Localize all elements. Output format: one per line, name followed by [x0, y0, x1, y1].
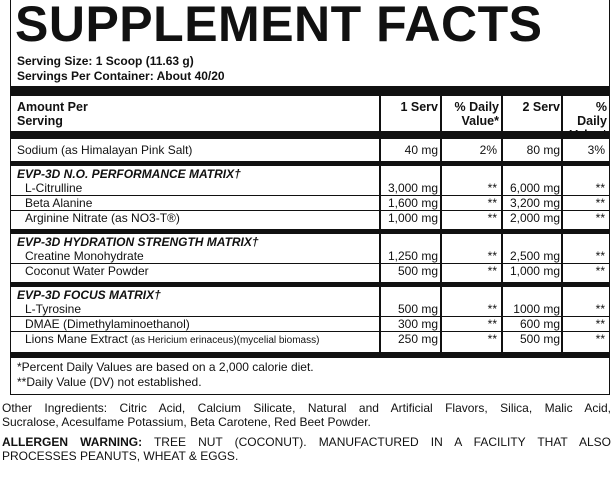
other-ingredients [2, 401, 611, 429]
serv2-value: 2,000 mg [509, 211, 560, 225]
dv2-value: ** [595, 181, 605, 195]
header-dv1 [441, 100, 499, 128]
serv2-value: 1000 mg [513, 302, 560, 316]
header-serv1-label: 1 Serv [400, 100, 438, 114]
header-amount-line1: Amount Per [17, 100, 88, 114]
serv2-value: 1,000 mg [509, 264, 560, 278]
supplement-facts-panel [10, 0, 610, 395]
dv1-value: 2% [479, 143, 497, 157]
dv2-value: 3% [587, 143, 605, 157]
serv1-value: 3,000 mg [387, 181, 438, 195]
header-serv2-label: 2 Serv [522, 100, 560, 114]
ingredient-name: Coconut Water Powder [25, 264, 149, 278]
serv2-value: 6,000 mg [509, 181, 560, 195]
dv2-value: ** [595, 211, 605, 225]
column-divider [561, 96, 563, 352]
section-title-hydration: EVP-3D HYDRATION STRENGTH MATRIX† [17, 235, 259, 249]
dv1-value: ** [487, 264, 497, 278]
serv1-value: 300 mg [397, 317, 438, 331]
dv2-value: ** [595, 332, 605, 346]
dv1-value: ** [487, 196, 497, 210]
section-title-performance: EVP-3D N.O. PERFORMANCE MATRIX† [17, 167, 241, 181]
thick-divider [11, 86, 609, 96]
footer-divider [11, 352, 609, 358]
table-row [11, 317, 609, 331]
dv1-value: ** [487, 317, 497, 331]
header-divider [11, 131, 609, 139]
table-row [11, 332, 609, 346]
section-divider [11, 229, 609, 234]
ingredient-name-source: (as Hericium erinaceus)(mycelial biomass) [131, 335, 320, 346]
table-row [11, 249, 609, 263]
allergen-line1 [2, 435, 611, 449]
header-serv2 [503, 100, 560, 114]
dv2-value: ** [595, 196, 605, 210]
ingredient-name-main: Lions Mane Extract [25, 332, 128, 346]
other-ingredients-line1: Other Ingredients: Citric Acid, Calcium Silicate, Natural and Artificial Flavors, Silica, Malic Acid, [2, 401, 611, 415]
serv1-value: 40 mg [404, 143, 438, 157]
ingredient-name: Beta Alanine [25, 196, 93, 210]
allergen-line2: PROCESSES PEANUTS, WHEAT & EGGS. [2, 449, 239, 463]
dv1-value: ** [487, 249, 497, 263]
dv1-value: ** [487, 332, 497, 346]
dv2-value: ** [595, 264, 605, 278]
ingredient-name: DMAE (Dimethylaminoethanol) [25, 317, 190, 331]
header-serv1 [391, 100, 438, 114]
footnote-percent-dv: *Percent Daily Values are based on a 2,000 calorie diet. [17, 360, 314, 374]
footnote-dv-not-established: **Daily Value (DV) not established. [17, 375, 202, 389]
serv1-value: 1,000 mg [387, 211, 438, 225]
ingredient-name [25, 332, 319, 348]
table-row-sodium [11, 143, 609, 157]
allergen-line1-text: TREE NUT (COCONUT). MANUFACTURED IN A FACILITY THAT ALSO [142, 435, 611, 449]
serv1-value: 500 mg [397, 264, 438, 278]
section-divider [11, 282, 609, 287]
serv2-value: 80 mg [526, 143, 560, 157]
ingredient-name: L-Tyrosine [25, 302, 82, 316]
dv1-value: ** [487, 211, 497, 225]
serving-size: Serving Size: 1 Scoop (11.63 g) [17, 54, 194, 68]
section-divider [11, 161, 609, 166]
dv2-value: ** [595, 317, 605, 331]
table-row [11, 302, 609, 316]
header-dv1-line1: % Daily [454, 100, 499, 114]
dv1-value: ** [487, 181, 497, 195]
serv2-value: 600 mg [519, 317, 560, 331]
header-dv2-line1: % Daily [577, 100, 607, 128]
dv2-value: ** [595, 249, 605, 263]
table-row [11, 196, 609, 210]
section-title-focus: EVP-3D FOCUS MATRIX† [17, 288, 161, 302]
allergen-label: ALLERGEN WARNING: [2, 435, 143, 449]
ingredient-name: Creatine Monohydrate [25, 249, 144, 263]
serv2-value: 2,500 mg [509, 249, 560, 263]
ingredient-name: Arginine Nitrate (as NO3-T®) [25, 211, 180, 225]
dv2-value: ** [595, 302, 605, 316]
serv1-value: 1,250 mg [387, 249, 438, 263]
dv1-value: ** [487, 302, 497, 316]
serv2-value: 500 mg [519, 332, 560, 346]
serving-info [17, 54, 225, 84]
serv2-value: 3,200 mg [509, 196, 560, 210]
allergen-warning [2, 435, 611, 463]
servings-per-container: Servings Per Container: About 40/20 [17, 69, 225, 83]
other-ingredients-line2: Sucralose, Acesulfame Potassium, Beta Carotene, Red Beet Powder. [2, 415, 371, 429]
table-row [11, 181, 609, 195]
header-dv1-line2: Value* [461, 114, 499, 128]
serv1-value: 250 mg [397, 332, 438, 346]
column-divider [440, 96, 442, 352]
header-amount-line2: Serving [17, 114, 63, 128]
column-divider [501, 96, 503, 352]
serv1-value: 1,600 mg [387, 196, 438, 210]
panel-title: SUPPLEMENT FACTS [15, 0, 543, 52]
table-row [11, 211, 609, 225]
column-divider [379, 96, 381, 352]
ingredient-name: L-Citrulline [25, 181, 83, 195]
nutrient-name: Sodium (as Himalayan Pink Salt) [17, 143, 193, 157]
header-amount-per-serving [17, 100, 88, 128]
table-row [11, 264, 609, 278]
serv1-value: 500 mg [397, 302, 438, 316]
